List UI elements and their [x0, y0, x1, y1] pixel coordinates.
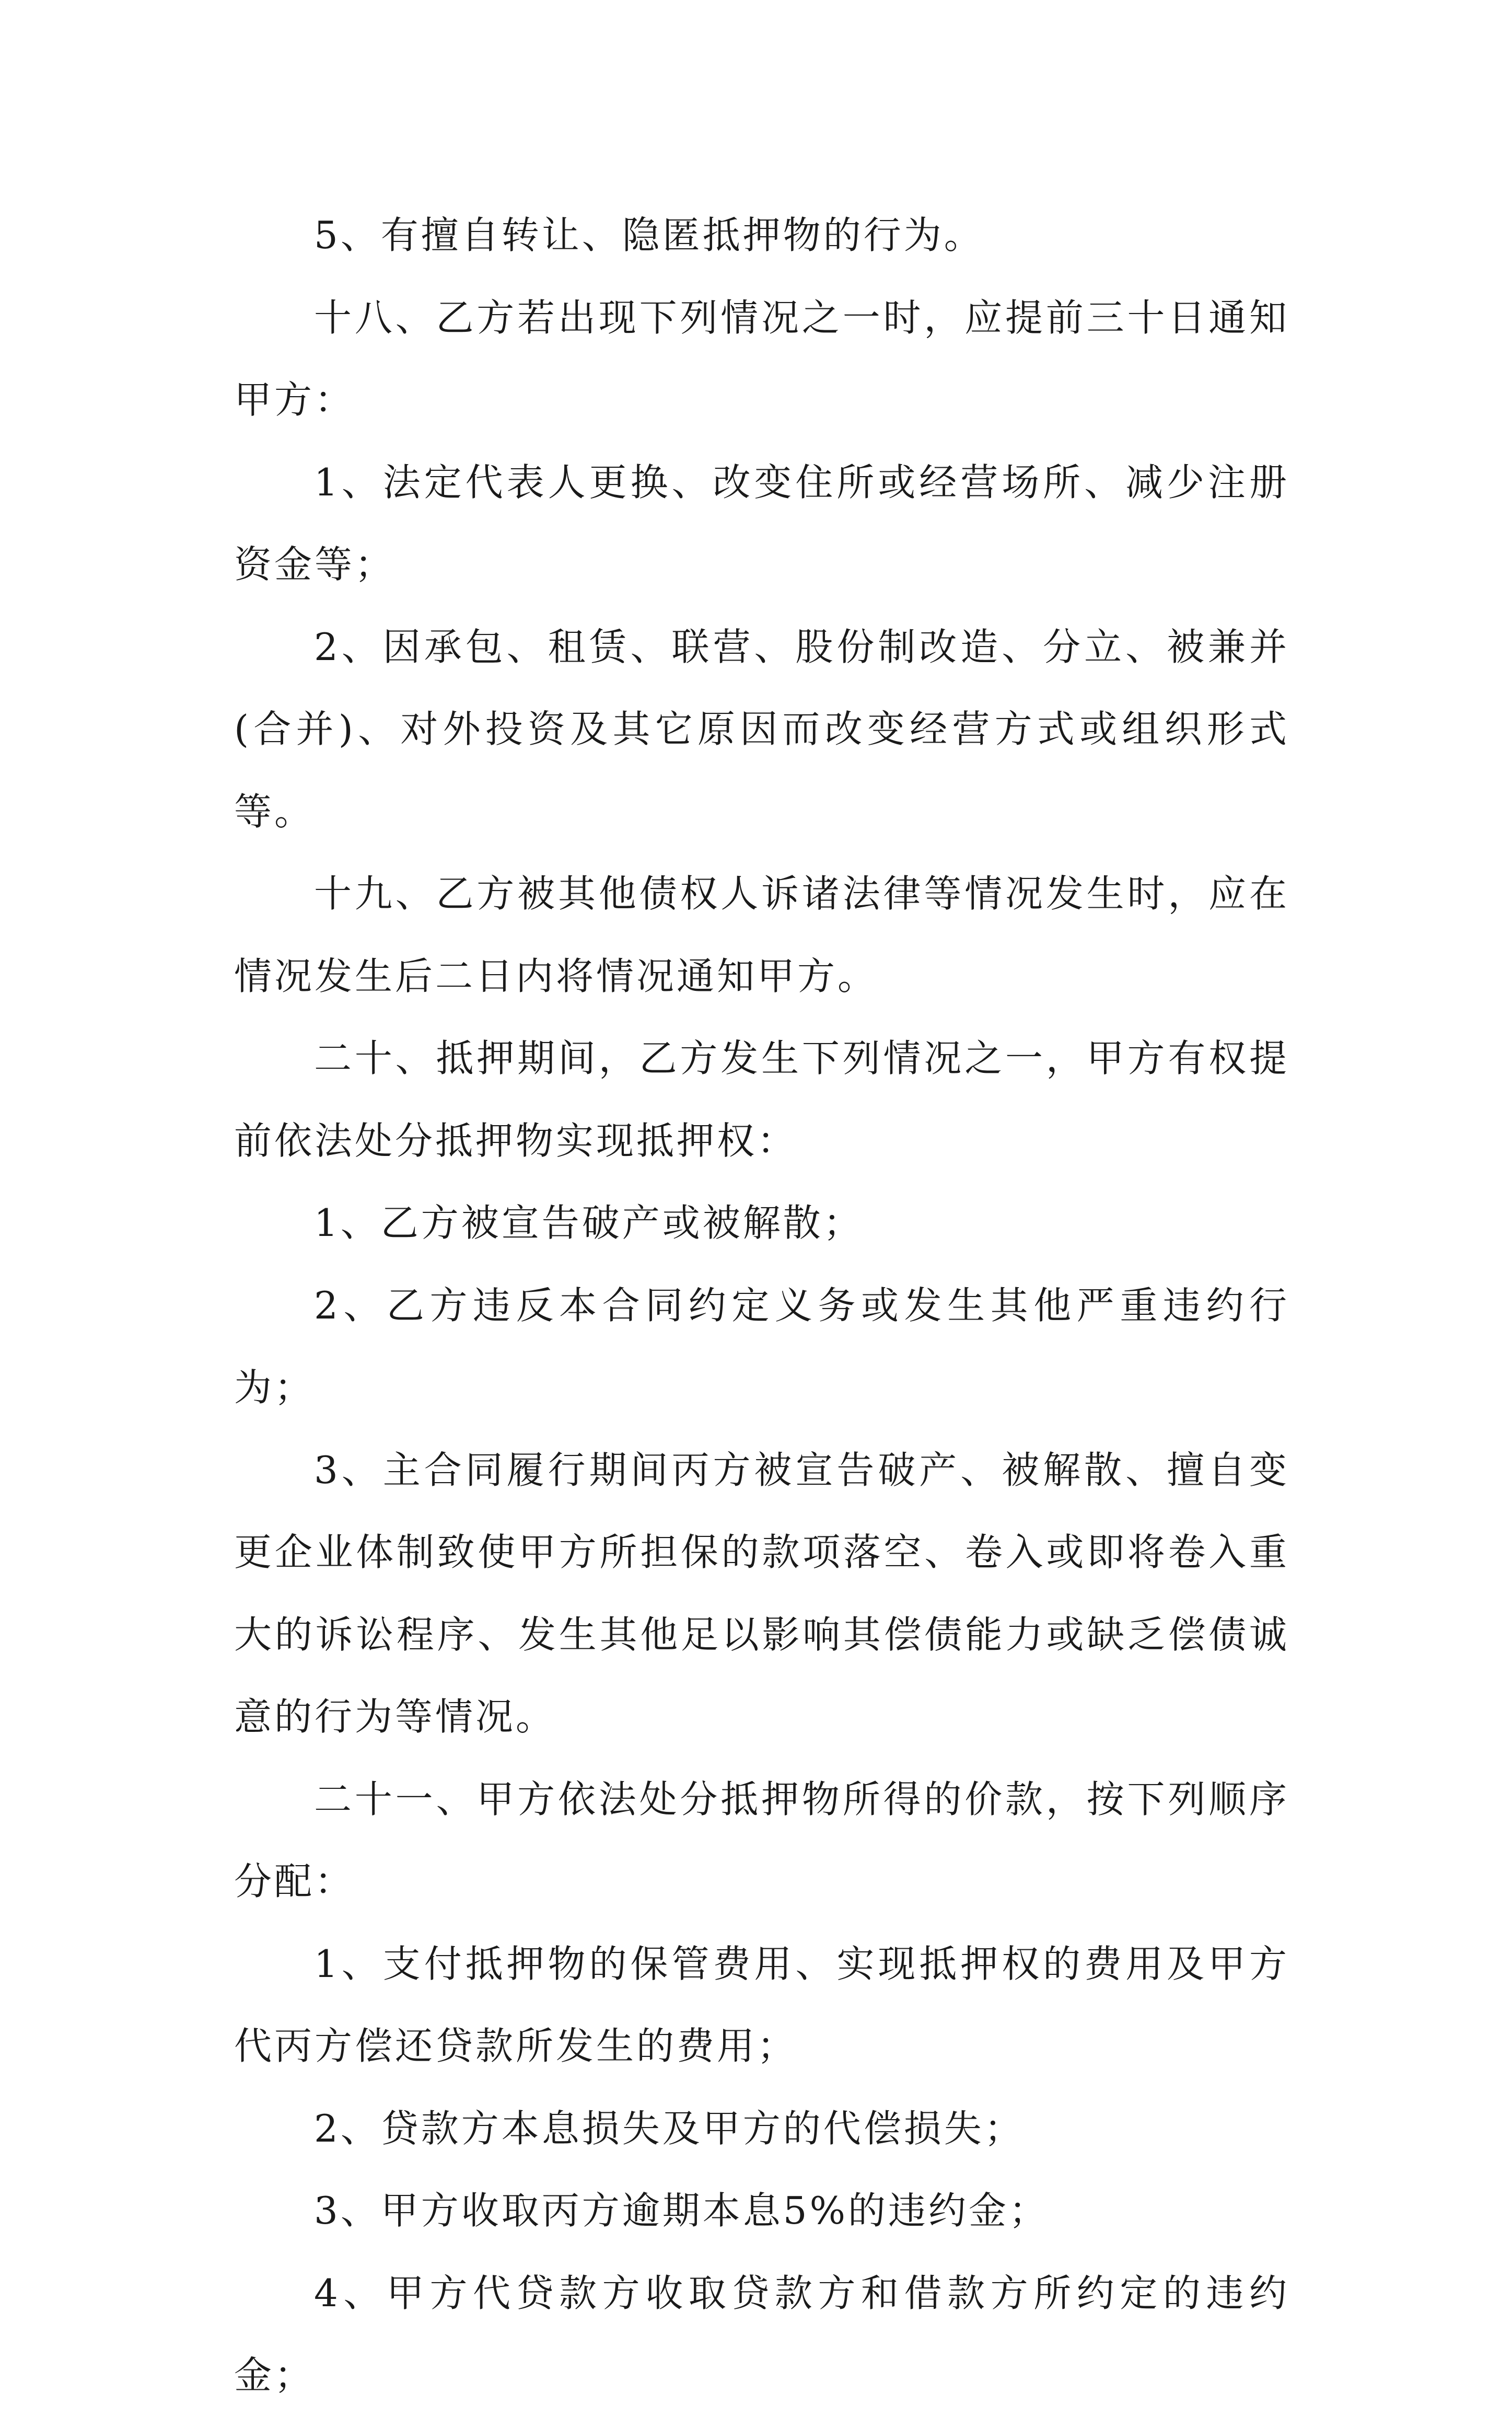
- paragraph-article-21-item-2: 2、贷款方本息损失及甲方的代偿损失；: [314, 2106, 1025, 2150]
- paragraph-article-21-item-1: 1、支付抵押物的保管费用、实现抵押权的费用及甲方代丙方偿还贷款所发生的费用；: [234, 1941, 1289, 2068]
- paragraph-clause-5-transfer-concealment: 5、有擅自转让、隐匿抵押物的行为。: [314, 213, 984, 257]
- paragraph-article-20-item-1: 1、乙方被宣告破产或被解散；: [314, 1201, 864, 1245]
- paragraph-article-18-item-2: 2、因承包、租赁、联营、股份制改造、分立、被兼并(合并)、对外投资及其它原因而改变经营方式或组织形式等。: [234, 625, 1289, 834]
- paragraph-article-21-item-3: 3、甲方收取丙方逾期本息5%的违约金；: [314, 2189, 1050, 2233]
- paragraph-article-21-item-4: 4、甲方代贷款方收取贷款方和借款方所约定的违约金；: [234, 2271, 1289, 2397]
- paragraph-article-20-item-3: 3、主合同履行期间丙方被宣告破产、被解散、擅自变更企业体制致使甲方所担保的款项落空、卷入或即将卷入重大的诉讼程序、发生其他足以影响其偿债能力或缺乏偿债诚意的行为等情况。: [234, 1448, 1289, 1739]
- paragraph-article-18-item-1: 1、法定代表人更换、改变住所或经营场所、减少注册资金等；: [234, 460, 1289, 586]
- paragraph-article-20-item-2: 2、乙方违反本合同约定义务或发生其他严重违约行为；: [234, 1283, 1289, 1409]
- paragraph-article-18: 十八、乙方若出现下列情况之一时，应提前三十日通知甲方：: [234, 295, 1289, 422]
- paragraph-article-20: 二十、抵押期间，乙方发生下列情况之一，甲方有权提前依法处分抵押物实现抵押权：: [234, 1036, 1289, 1163]
- document-body: [234, 194, 1289, 2417]
- paragraph-article-19: 十九、乙方被其他债权人诉诸法律等情况发生时，应在情况发生后二日内将情况通知甲方。: [234, 872, 1289, 998]
- paragraph-article-21: 二十一、甲方依法处分抵押物所得的价款，按下列顺序分配：: [234, 1777, 1289, 1903]
